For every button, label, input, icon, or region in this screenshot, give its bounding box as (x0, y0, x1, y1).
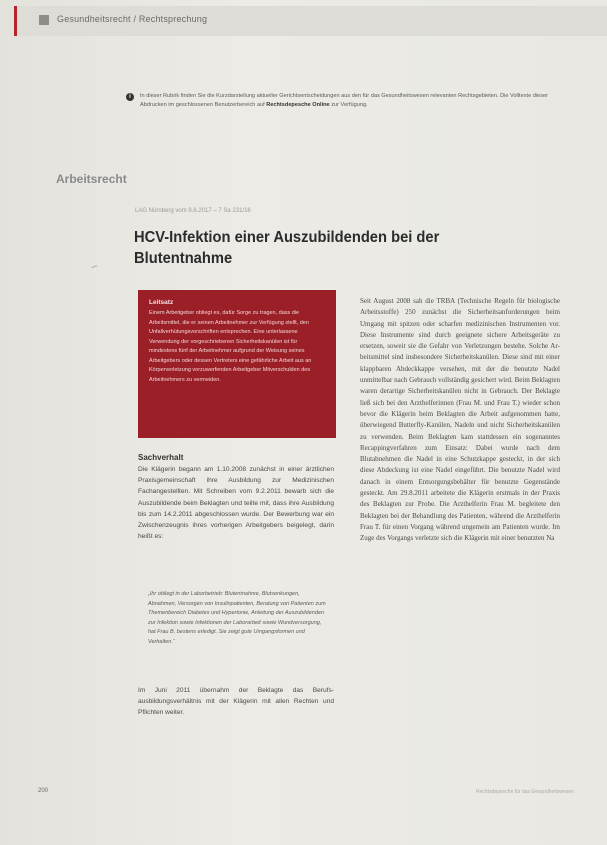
notice-link[interactable]: Rechtsdepesche Online (266, 102, 330, 108)
footer-publication: Rechtsdepesche für das Gesundheitswesen (476, 789, 574, 795)
left-column (138, 453, 334, 542)
sachverhalt-heading: Sachverhalt (138, 453, 184, 462)
leitsatz-title: Leitsatz (149, 299, 174, 306)
quote-block: „Ihr obliegt in der Laborbetrieb: Blutentnahme, Blutsenkungen, Abnahmen, Versorgen von Insulinpatienten, Beratung von Patienten zum Themenbereich Diabetes und Hypertonie, Anleitung der Auszubildenden zur Infektion sowie Infektionen der Laborarbeit sowie Wundversorgung, hat Frau B. bestens erledigt. Sie zeigt gute Umgangsformen und Verhalten.“ (148, 591, 326, 645)
info-notice (129, 92, 560, 110)
left-column-continued (138, 685, 334, 719)
court-reference: LAG Nürnberg vom 9.6.2017 – 7 Sa 231/16 (135, 208, 251, 214)
right-column (360, 296, 560, 545)
leitsatz-text: Einem Arbeitgeber obliegt es, dafür Sorge zu tragen, dass die Arbeitsmittel, die er seinen Arbeitnehmer zur Verfügung stellt, den Unfallverhütungsvorschriften entsprechen. Eine unterlassene Verwendung der vorgeschriebenen Sicherheitskanülen ist für mindestens fünf der Arbeitnehmer aufgrund der Weisung seines Arbeitgebers oder dessen Vertreters eine gefährliche Arbeit aus an Körperverletzung vorzuwerfenden Arbeitgeber Mitverschulden des Arbeitnehmers zu vermeiden. (149, 310, 312, 383)
sachverhalt-text: Die Klägerin begann am 1.10.2008 zunächst in einer ärztlichen Praxisgemeinschaft ihre Ausbildung zur Medizinischen Fachangestellten. Mit Schreiben vom 9.2.2011 bewarb sich die Auszubildende beim Beklagten und teilte mit, dass ihre Ausbildung bis zum 14.2.2011 abgeschlossen wurde. Der Bewerbung war ein Zwischenzeugnis ihres vorherigen Arbeitgebers beigelegt, darin heißt es: (138, 466, 334, 541)
section-title: Arbeitsrecht (56, 172, 127, 186)
page-number: 200 (38, 788, 49, 794)
scan-mark (91, 265, 99, 273)
notice-text: In dieser Rubrik finden Sie die Kurzdarstellung aktueller Gerichtsentscheidungen aus den für das Gesundheitswesen relevanten Rechtsgebieten. Die Volltexte dieser Abdrucken im geschlossenen Benutzerbereich auf (140, 93, 548, 108)
leitsatz-box (138, 290, 336, 438)
info-icon: i (126, 93, 134, 101)
breadcrumb: Gesundheitsrecht / Rechtsprechung (57, 14, 208, 24)
section-marker-icon (39, 15, 49, 25)
header-bar (14, 6, 607, 36)
paragraph-ausbildung: Im Juni 2011 übernahm der Beklagte das Berufsausbildungsverhältnis mit der Klägerin mit allen Rechten und Pflichten weiter. (138, 687, 334, 717)
right-column-text: Seit August 2008 sah die TRBA (Technische Regeln für biologische Arbeitsstoffe) 250 zunächst die Sicherheitsanforderungen beim Umgang mit spitzen oder scharfen medizinischen Instrumenten vor. Diese Instrumente sind durch geeignete sichere Arbeitsgeräte zu ersetzen, soweit sie die Gefahr von Verletzungen bestehe. Solche Arbeitsmittel sind insbesondere Sicherheitskanülen. Diese sind mit einer klappbaren Abdeckkappe versehen, mit der die benutzte Nadel unmittelbar nach Gebrauch vollständig gesichert wird. Beim Beklagten waren derartige Sicherheitskanülen nicht in Gebrauch. Der Beklagte ließ sich bei den Arzthelferinnen (Frau M. und Frau T.) wieder schon bevor die Klägerin beim Beklagten die Arbeit aufgenommen hatte, überwiegend Butterfly-Kanülen, Nadeln und nicht Sicherheitskanülen zu verwenden. Beim Beklagten kam stattdessen ein sogenanntes Recappingverfahren zum Einsatz: Dabei wurde nach dem Blutabnehmen die Nadel in eine Schutzkappe gesteckt, in der sich diese Abdeckung ist eine Nadel eingeführt. Die benutzte Nadel wird danach in einem Entsorgungsbehälter für benutzte Gegenstände gesteckt. Am 29.8.2011 arbeitete die Klägerin erstmals in der Praxis des Beklagten zur Probe. Die Arzthelferin Frau M. begleitete den Beklagten bei der Behandlung des Patienten, während die Arzthelferin Frau T. für einen Vorgang während ungemein am Patienten wurde. Im Zuge des Vorgangs verletzte sich die Klägerin mit einer benutzten Na (360, 297, 560, 543)
notice-tail: zur Verfügung. (329, 102, 368, 108)
article-headline: HCV-Infektion einer Auszubildenden bei der Blutentnahme (134, 229, 440, 267)
